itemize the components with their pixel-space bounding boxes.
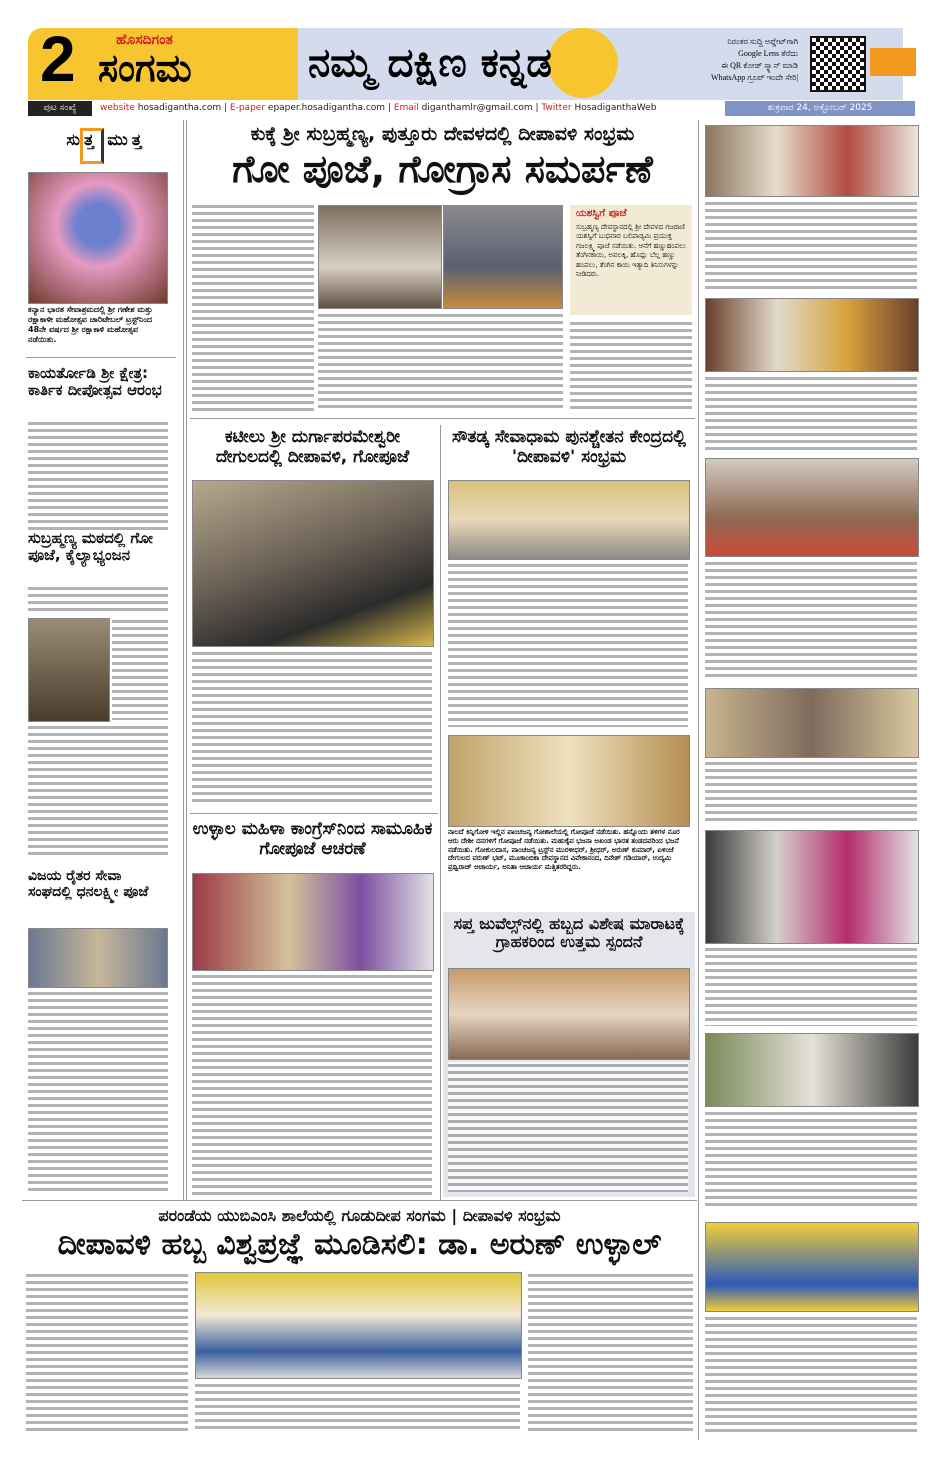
supplement-name: ಸಂಗಮ — [98, 46, 192, 90]
ullal-photo — [192, 873, 434, 971]
sidebar-title: ಯಶಸ್ವಿಗೆ ಪೂಜೆ — [576, 208, 627, 219]
brand-logo: ಹೊಸದಿಗಂತ — [116, 32, 173, 48]
qr-instructions — [668, 36, 798, 84]
bottom-headline: ದೀಪಾವಳಿ ಹಬ್ಬ ವಿಶ್ವಪ್ರಜ್ಞೆ ಮೂಡಿಸಲಿ: ಡಾ. ಅರುಣ್ ಉಳ್ಳಾಲ್ — [57, 1227, 662, 1262]
bottom-kicker: ಪರಂಡೆಯ ಯುಬಿಎಂಸಿ ಶಾಲೆಯಲ್ಲಿ ಗೂಡುದೀಪ ಸಂಗಮ | ದೀಪಾವಳಿ ಸಂಭ್ರಮ — [158, 1206, 561, 1225]
sidebar-box — [570, 205, 692, 315]
photo-caption: ಕನ್ಯಾನ ಭಾರತ ಸೇವಾಶ್ರಮದಲ್ಲಿ ಶ್ರೀ ಗಣೇಶ ಮತ್ತು ರಕ್ಷಾಕಾಳೀ ಮಹೋತ್ಸವ ಚಾರಿಟೇಬಲ್ ಟ್ರಸ್ಟ್‌ನಿಂದ 48ನೇ ವರ್ಷದ ಶ್ರೀ ರಕ್ಷಾಕಾಳಿ ಮಹೋತ್ಸವ ನಡೆಯಿತು. — [28, 305, 153, 344]
right-photo-1 — [705, 125, 919, 197]
twitter-link[interactable]: HosadiganthaWeb — [574, 103, 657, 113]
jewellery-photo — [448, 968, 690, 1060]
page-number: 2 — [40, 23, 76, 95]
story-headline: ಸಪ್ತ ಜುವೆಲ್ಸ್‌ನಲ್ಲಿ ಹಬ್ಬದ ವಿಶೇಷ ಮಾರಾಟಕ್ಕೆ ಗ್ರಾಹಕರಿಂದ ಉತ್ತಮ ಸ್ಪಂದನೆ — [453, 914, 685, 952]
lead-photo-1 — [318, 205, 442, 309]
door-icon — [80, 128, 104, 164]
right-photo-5 — [705, 830, 919, 944]
email-link[interactable]: diganthamlr@gmail.com — [421, 103, 533, 113]
pooja-photo — [28, 928, 168, 988]
story-headline: ಸುಬ್ರಹ್ಮಣ್ಯ ಮಠದಲ್ಲಿ ಗೋ ಪೂಜೆ, ಕೈಲ್ಯಾಭ್ಯಂಜನ — [28, 529, 153, 565]
sidebar-text: ಸುಬ್ರಹ್ಮಣ್ಯ ದೇವಸ್ಥಾನದಲ್ಲಿ ಶ್ರೀ ದೇವಳದ ಗಜರಾಣಿ ಯಶಸ್ವಿಗೆ ಬುಧವಾರ ಬಲಿಪಾಡ್ಯಮಿ ಪ್ರಯುಕ್ತ ಗಜಲಕ್ಷ್ಮಿ ಪೂಜೆ ನಡೆಯಿತು. ಆನೆಗೆ ಹಣ್ಣುಹಂಪಲು ತೆಂಗಿನಕಾಯಿ, ಅವಲಕ್ಕಿ, ಹೊದ್ಲು ಬೆಲ್ಲ ಹಣ್ಣು ಹಂಪಲು, ತೆಂಗಿನ ಕಾಯಿ ಇತ್ಯಾದಿ ತಿನಿಸುಗಳನ್ನು ನೀಡಿದರು. — [576, 223, 686, 279]
story-headline: ಕಾಯರ್ತೋಡಿ ಶ್ರೀ ಕ್ಷೇತ್ರ: ಕಾರ್ತಿಕ ದೀಪೋತ್ಸವ ಆರಂಭ — [28, 364, 162, 400]
deity-photo — [28, 172, 168, 304]
story-headline: ಸೌತಡ್ಕ ಸೇವಾಧಾಮ ಪುನಶ್ಚೇತನ ಕೇಂದ್ರದಲ್ಲಿ 'ದೀಪಾವಳಿ' ಸಂಭ್ರಮ — [452, 427, 686, 467]
right-photo-3 — [705, 458, 919, 557]
kinnigoli-photo — [448, 735, 690, 827]
cow-photo — [28, 618, 110, 722]
right-photo-6 — [705, 1033, 919, 1107]
email-label: Email — [393, 103, 419, 113]
qr-text: ನಿರಂತರ ಸುದ್ದಿ ಅಪ್ಡೇಟ್‌ಗಾಗಿ — [727, 37, 798, 46]
website-link[interactable]: hosadigantha.com — [137, 103, 222, 113]
masthead — [28, 23, 918, 100]
right-photo-7 — [705, 1222, 919, 1312]
school-photo — [195, 1272, 522, 1379]
qr-text: WhatsApp ಗ್ರೂಪ್ ಇಂದೇ ಸೇರಿ| — [711, 73, 798, 82]
qr-text: ಈ QR ಕೋಡ್ ಸ್ಕ್ಯಾನ್ ಮಾಡಿ — [721, 61, 798, 70]
lead-photo-2-elephant — [443, 205, 563, 309]
lead-kicker: ಕುಕ್ಕೆ ಶ್ರೀ ಸುಬ್ರಹ್ಮಣ್ಯ, ಪುತ್ತೂರು ದೇವಳದಲ್ಲಿ ದೀಪಾವಳಿ ಸಂಭ್ರಮ — [250, 123, 635, 145]
photo-caption: ನಾಲದೆ ಕಿನ್ನಿಗೋಳಿ ಇಲ್ಲಿನ ಪಾಂಚಜನ್ಯ ಗೋಶಾಲೆಯಲ್ಲಿ ಗೋಪೂಜೆ ನಡೆಯಿತು. ಹನ್ನೊಂದು ತಳಿಗಳ ನೂರ ಆರು ದೇಶೀ ದನಗಳಿಗೆ ಗೋಪೂಜೆ ನಡೆಯಿತು. ಮಹುಕೈವ ಭಜನಾ ಅಖಂಡ ಭಾರತ ತಂಡದವರಿಂದ ಭಜನೆ ನಡೆಯಿತು. ಗೋಕುಲದಾಸ, ಪಾಂಚಜನ್ಯ ಟ್ರಸ್ಟ್‌ನ ಮುರಳೀಧರ್, ಶ್ರೀಧರ್, ಅರುಣ್ ಕುಮಾರ್, ಏಳಿಂಜೆ ದೇಗುಲದ ವರುಣ್ ಭಟ್, ಮೂಕಾಂಬಿಕಾ ದೇವಸ್ಥಾನದ ವಿವೇಕಾನಂದ, ದಿನೇಶ್ ಗಡಿಯಾರ್, ಉದ್ಯಮಿ ಪ್ರಥ್ವಿರಾಜ್ ಆಚಾರ್ಯ, ಅನಿತಾ ಆಚಾರ್ಯ ಮತ್ತಿತರರಿದ್ದರು. — [448, 828, 680, 871]
info-strip — [28, 101, 918, 116]
right-photo-4 — [705, 688, 919, 758]
lead-headline: ಗೋ ಪೂಜೆ, ಗೋಗ್ರಾಸ ಸಮರ್ಪಣೆ — [232, 147, 653, 191]
qr-text: Google Lens ತೆರೆದು — [738, 49, 798, 58]
section-title: ಸುತ್ತ ಮುತ್ತ — [66, 130, 146, 149]
sowthadka-photo — [448, 480, 690, 560]
right-photo-2 — [705, 298, 919, 372]
website-label: website — [100, 103, 135, 113]
epaper-link[interactable]: epaper.hosadigantha.com — [267, 103, 386, 113]
page-number-box — [28, 23, 100, 100]
story-headline: ವಿಜಯ ರೈತರ ಸೇವಾ ಸಂಘದಲ್ಲಿ ಧನಲಕ್ಷ್ಮೀ ಪೂಜೆ — [28, 868, 149, 901]
edition-title: ನಮ್ಮ ದಕ್ಷಿಣ ಕನ್ನಡ — [308, 40, 552, 86]
qr-code-icon[interactable] — [810, 36, 866, 92]
contact-links: website hosadigantha.com | E-paper epaper.hosadigantha.com | Email diganthamlr@gmail.com | Twitter HosadiganthaWeb — [100, 103, 657, 113]
page-label: ಪುಟ ಸಂಖ್ಯೆ — [28, 101, 92, 116]
orange-block — [870, 48, 916, 76]
epaper-label: E-paper — [229, 103, 266, 113]
story-headline: ಕಟೀಲು ಶ್ರೀ ದುರ್ಗಾಪರಮೇಶ್ವರೀ ದೇಗುಲದಲ್ಲಿ ದೀಪಾವಳಿ, ಗೋಪೂಜೆ — [215, 427, 410, 467]
issue-date: ಶುಕ್ರವಾರ 24, ಅಕ್ಟೋಬರ್ 2025 — [725, 101, 915, 116]
twitter-label: Twitter — [541, 103, 572, 113]
story-headline: ಉಳ್ಳಾಲ ಮಹಿಳಾ ಕಾಂಗ್ರೆಸ್‌ನಿಂದ ಸಾಮೂಹಿಕ ಗೋಪೂಜೆ ಆಚರಣೆ — [192, 819, 433, 859]
kateel-photo — [192, 480, 434, 647]
